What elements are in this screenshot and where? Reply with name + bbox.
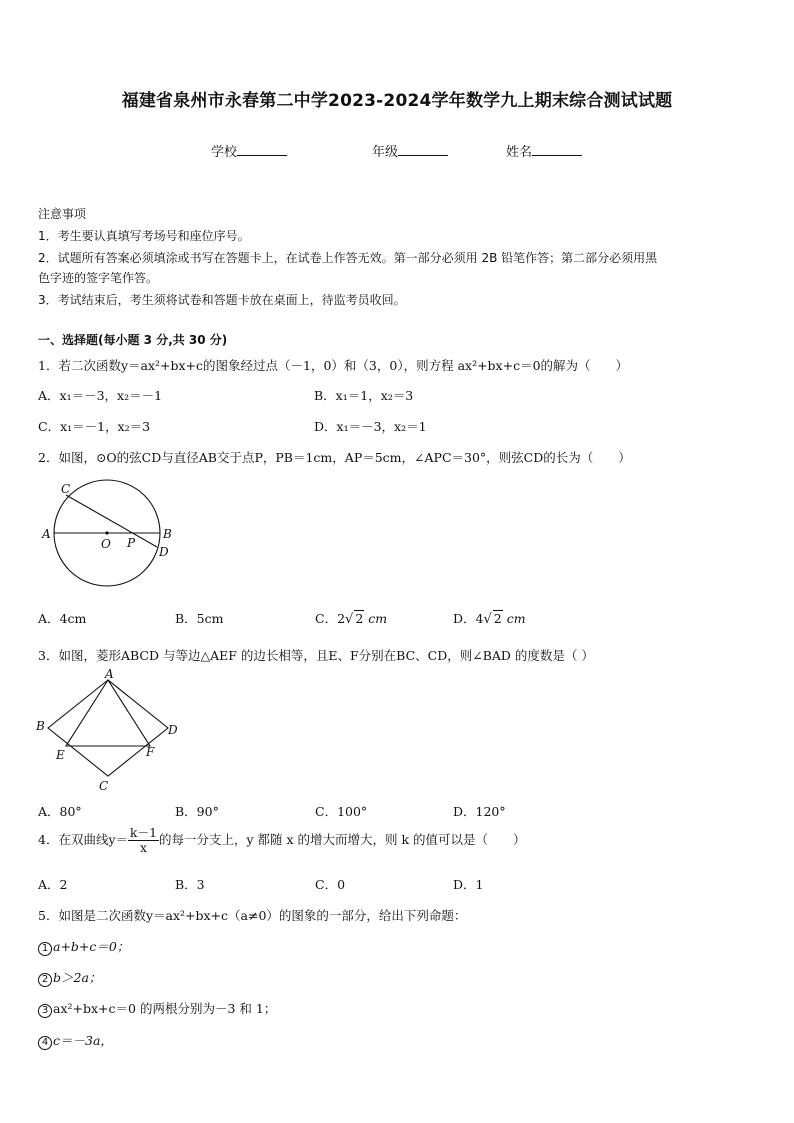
- q5-item-text: a+b+c＝0；: [53, 939, 130, 954]
- q3-option-a[interactable]: A．80°: [38, 804, 82, 819]
- label-o: O: [101, 537, 111, 551]
- q5-item: [38, 1031, 113, 1050]
- triangle-aef: [66, 680, 150, 746]
- q4-fraction: [128, 826, 159, 855]
- notice-item: 1．考生要认真填写考场号和座位序号。: [38, 229, 250, 243]
- q3-option-c[interactable]: C．100°: [315, 804, 368, 819]
- q5-item: [38, 937, 129, 956]
- q2-option-b[interactable]: B．5cm: [175, 611, 224, 626]
- q5-item-number: 2: [38, 973, 52, 987]
- q5-item-number: 1: [38, 942, 52, 956]
- school-blank[interactable]: [237, 142, 287, 156]
- q5-item: [38, 999, 276, 1018]
- rhombus-abcd: [48, 680, 168, 776]
- q4-prefix: 4．在双曲线y＝: [38, 832, 129, 847]
- q2-option-c-radicand: 2: [355, 611, 364, 626]
- q2-option-c[interactable]: C．2√ 2 cm: [315, 611, 388, 627]
- q5-item-text: ax²+bx+c＝0 的两根分别为－3 和 1；: [53, 1001, 277, 1016]
- q3-rhombus-figure: [36, 668, 186, 793]
- school-label: 学校: [211, 145, 238, 160]
- q1-option-a[interactable]: A．x₁＝－3，x₂＝－1: [38, 388, 163, 403]
- grade-blank[interactable]: [398, 142, 448, 156]
- q5-item-text: c＝－3a，: [53, 1033, 113, 1048]
- school-field[interactable]: [211, 141, 287, 160]
- q2-option-d-radicand: 2: [493, 611, 502, 626]
- q4-option-c[interactable]: C．0: [315, 877, 346, 892]
- q2-option-d-coef: D．4: [453, 611, 484, 626]
- grade-field[interactable]: [372, 141, 448, 160]
- label-b: B: [163, 527, 172, 541]
- page-title: 福建省泉州市永春第二中学2023-2024学年数学九上期末综合测试试题: [121, 91, 673, 111]
- q4-suffix: 的每一分支上，y 都随 x 的增大而增大，则 k 的值可以是（ ）: [158, 832, 526, 847]
- q5-item-number: 3: [38, 1004, 52, 1018]
- name-label: 姓名: [506, 145, 533, 160]
- name-field[interactable]: [506, 141, 582, 160]
- q4-option-d[interactable]: D．1: [453, 877, 484, 892]
- label-b: B: [36, 719, 45, 733]
- label-p: P: [127, 536, 136, 550]
- q2-option-d[interactable]: D．4√ 2 cm: [453, 611, 526, 627]
- q1-option-c[interactable]: C．x₁＝－1，x₂＝3: [38, 419, 151, 434]
- label-a: A: [105, 667, 114, 681]
- label-d: D: [159, 545, 169, 559]
- q1-option-d[interactable]: D．x₁＝－3，x₂＝1: [314, 419, 427, 434]
- section-heading: 一、选择题(每小题 3 分,共 30 分): [38, 333, 228, 347]
- q2-stem: 2．如图，⊙O的弦CD与直径AB交于点P，PB＝1cm，AP＝5cm，∠APC＝30°，则弦CD的长为（ ）: [38, 450, 631, 465]
- q3-option-b[interactable]: B．90°: [175, 804, 219, 819]
- notice-item: 2．试题所有答案必须填涂或书写在答题卡上，在试卷上作答无效。第一部分必须用 2B 铅笔作答；第二部分必须用黑: [38, 251, 658, 265]
- q5-item: [38, 968, 101, 987]
- notice-item: 3．考试结束后，考生须将试卷和答题卡放在桌面上，待监考员收回。: [38, 293, 406, 307]
- q2-option-c-unit: cm: [368, 611, 388, 626]
- label-c: C: [99, 779, 109, 793]
- q4-option-a[interactable]: A．2: [38, 877, 68, 892]
- label-e: E: [56, 748, 65, 762]
- q3-stem: 3．如图，菱形ABCD 与等边△AEF 的边长相等，且E、F分别在BC、CD，则∠BAD 的度数是（ ）: [38, 648, 594, 663]
- name-blank[interactable]: [532, 142, 582, 156]
- notice-item: 色字迹的签字笔作答。: [38, 271, 159, 285]
- label-a: A: [42, 527, 51, 541]
- label-d: D: [168, 723, 178, 737]
- q2-option-d-unit: cm: [506, 611, 526, 626]
- q5-stem: 5．如图是二次函数y＝ax²+bx+c（a≠0）的图象的一部分，给出下列命题：: [38, 908, 467, 923]
- grade-label: 年级: [372, 145, 399, 160]
- chord-cd: [66, 495, 157, 547]
- q1-option-b[interactable]: B．x₁＝1，x₂＝3: [314, 388, 414, 403]
- q4-frac-num: k－1: [130, 826, 157, 840]
- q5-item-number: 4: [38, 1036, 52, 1050]
- q4-frac-den: x: [140, 841, 147, 855]
- q2-option-c-coef: C．2: [315, 611, 346, 626]
- center-dot: [105, 531, 108, 534]
- q2-option-a[interactable]: A．4cm: [38, 611, 87, 626]
- q3-option-d[interactable]: D．120°: [453, 804, 506, 819]
- q4-option-b[interactable]: B．3: [175, 877, 205, 892]
- notice-heading: 注意事项: [38, 207, 87, 221]
- label-f: F: [146, 745, 155, 759]
- q5-item-text: b＞2a；: [53, 970, 102, 985]
- q2-circle-figure: [36, 476, 176, 596]
- q4-stem: [38, 826, 526, 855]
- label-c: C: [61, 482, 71, 496]
- q1-stem: 1．若二次函数y＝ax²+bx+c的图象经过点（－1，0）和（3，0），则方程 ax²+bx+c＝0的解为（ ）: [38, 358, 629, 373]
